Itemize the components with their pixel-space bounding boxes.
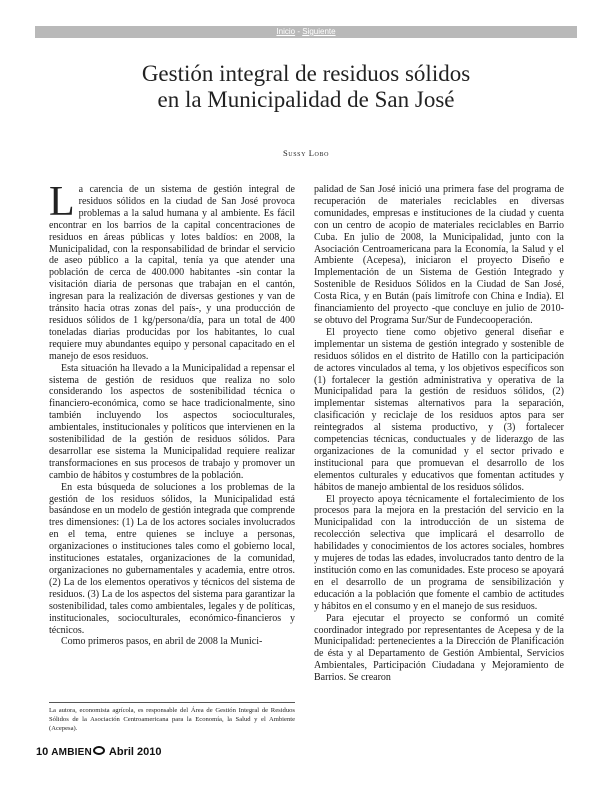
nav-separator: - (295, 27, 303, 36)
author-byline: Sussy Lobo (282, 148, 330, 158)
nav-prev-link[interactable]: Inicio (276, 27, 296, 36)
page-number: 10 (36, 746, 49, 758)
nav-next-link[interactable]: Siguiente (302, 27, 336, 36)
paragraph: Esta situación ha llevado a la Municipalidad a repensar el sistema de gestión de residuos que realiza no solo considerando los aspectos de sostenibilidad técnica o financiero-económica, como se hace tradicionalmente, sino también incluyendo los aspectos socioculturales, ambientales, institucionales y políticos que intervienen en la sostenibilidad de la gestión de residuos sólidos. Para desarrollar ese sistema la Municipalidad requiere realizar transformaciones en sus procesos de trabajo y promover un cambio de hábitos y costumbres de la población. (49, 362, 295, 481)
paragraph-text: a carencia de un sistema de gestión integral de residuos sólidos en la ciudad de San José provoca problemas a la salud humana y al ambiente. Es fácil encontrar en los barrios de la capital concentraciones de residuos en áreas públicas y lotes baldíos: en 2008, la Municipalidad, con la responsabilidad de brindar el servicio de aseo público a la capital, tenía ya que atender una población de cerca de 400.000 habitantes -sin contar la visitación diaria de personas que trabajan en el cantón, ingresan para la realización de diversas gestiones y van de tránsito hacia otras zonas del país-, y una producción de residuos sólidos de 1 kg/persona/día, para un total de 400 toneladas diarias producidas por los habitantes, lo cual requiere muy abundantes equipo y personal capacitado en el manejo de esos residuos. (49, 184, 295, 362)
logo-text-left: AMBIEN (51, 747, 92, 758)
nav-links (35, 26, 577, 38)
text-column-right (314, 184, 564, 684)
text-column-left (49, 179, 295, 648)
paragraph: En esta búsqueda de soluciones a los problemas de la gestión de los residuos sólidos, la Municipalidad está basándose en un modelo de gestión integrada que comprende tres dimensiones: (1) La de los actores sociales involucrados en el tema, entre quienes se incluye a personas, organizaciones o instituciones tales como el gobierno local, instituciones estatales, organizaciones de la comunidad, organizaciones no gubernamentales y academia, entre otros. (2) La de los elementos operativos y técnicos del sistema de residuos. (3) La de los aspectos del sistema para garantizar la sostenibilidad, tales como ambientales, legales y de políticas, institucionales, socioculturales, económico-financieros y técnicos. (49, 481, 295, 636)
title-line-2: en la Municipalidad de San José (157, 87, 455, 112)
drop-cap: L (49, 179, 75, 225)
paragraph: El proyecto apoya técnicamente el fortalecimiento de los procesos para la mejora en la prestación del servicio en la Municipalidad con la introducción de un sistema de recolección selectiva que implicará el desarrollo de habilidades y conocimientos de los actores sociales, hombres y mujeres de todas las edades, involucrados tanto dentro de la institución como en las comunidades. Este proceso se apoyará en el desarrollo de un programa de sensibilización y educación a la población que fomente el cambio de actitudes y hábitos en el consumo y en el manejo de sus residuos. (314, 493, 564, 612)
navigation-bar (35, 26, 577, 38)
paragraph: palidad de San José inició una primera fase del programa de recuperación de materiales reciclables en diversas comunidades, empresas e instituciones de la ciudad y cuenta con un centro de acopio de materiales reciclables en Barrio Cuba. En julio de 2008, la Municipalidad, junto con la Asociación Centroamericana para la Economía, la Salud y el Ambiente (Acepesa), iniciaron el proyecto Diseño e Implementación de un Sistema de Gestión Integrado y Sostenible de Residuos Sólidos en la Ciudad de San José, Costa Rica, y en Bután (país limítrofe con China e India). El financiamiento del proyecto -que concluye en julio de 2010- se obtuvo del Programa Sur/Sur de Fundecooperación. (314, 184, 564, 326)
logo-circle-icon (93, 746, 105, 755)
magazine-logo (51, 746, 106, 758)
footnote-divider (49, 702, 295, 703)
article-title (0, 61, 612, 113)
page-footer (36, 746, 162, 758)
paragraph: El proyecto tiene como objetivo general diseñar e implementar un sistema de gestión integrado y sostenible de residuos sólidos en el distrito de Hatillo con la participación de actores vinculados al tema, y los objetivos específicos son (1) fortalecer la gestión administrativa y operativa de la Municipalidad para la gestión de residuos sólidos, (2) implementar sistemas alternativos para la separación, clasificación y reciclaje de los residuos aptos para ser reintegrados al sistema productivo, y (3) fortalecer competencias técnicas, conductuales y de liderazgo de las organizaciones de la comunidad y el sector privado e institucional para que promuevan el desarrollo de los elementos culturales y educativos que fomentan actitudes y hábitos de manejo ambiental de los residuos sólidos. (314, 326, 564, 493)
title-line-1: Gestión integral de residuos sólidos (141, 61, 471, 86)
paragraph (49, 179, 295, 363)
issue-date: Abril 2010 (108, 746, 162, 758)
footnote: La autora, economista agrícola, es responsable del Área de Gestión Integral de Residuos Sólidos de la Asociación Centroamericana para la Economía, la Salud y el Ambiente (Acepesa). (49, 707, 295, 732)
paragraph: Como primeros pasos, en abril de 2008 la Munici- (61, 636, 263, 648)
paragraph: Para ejecutar el proyecto se conformó un comité coordinador integrado por representantes de Acepesa y de la Municipalidad: pertenecientes a la Dirección de Planificación de ésta y al Departamento de Gestión Ambiental, Servicios Ambientales, Participación Ciudadana y Mejoramiento de Barrios. Se crearon (314, 612, 564, 684)
